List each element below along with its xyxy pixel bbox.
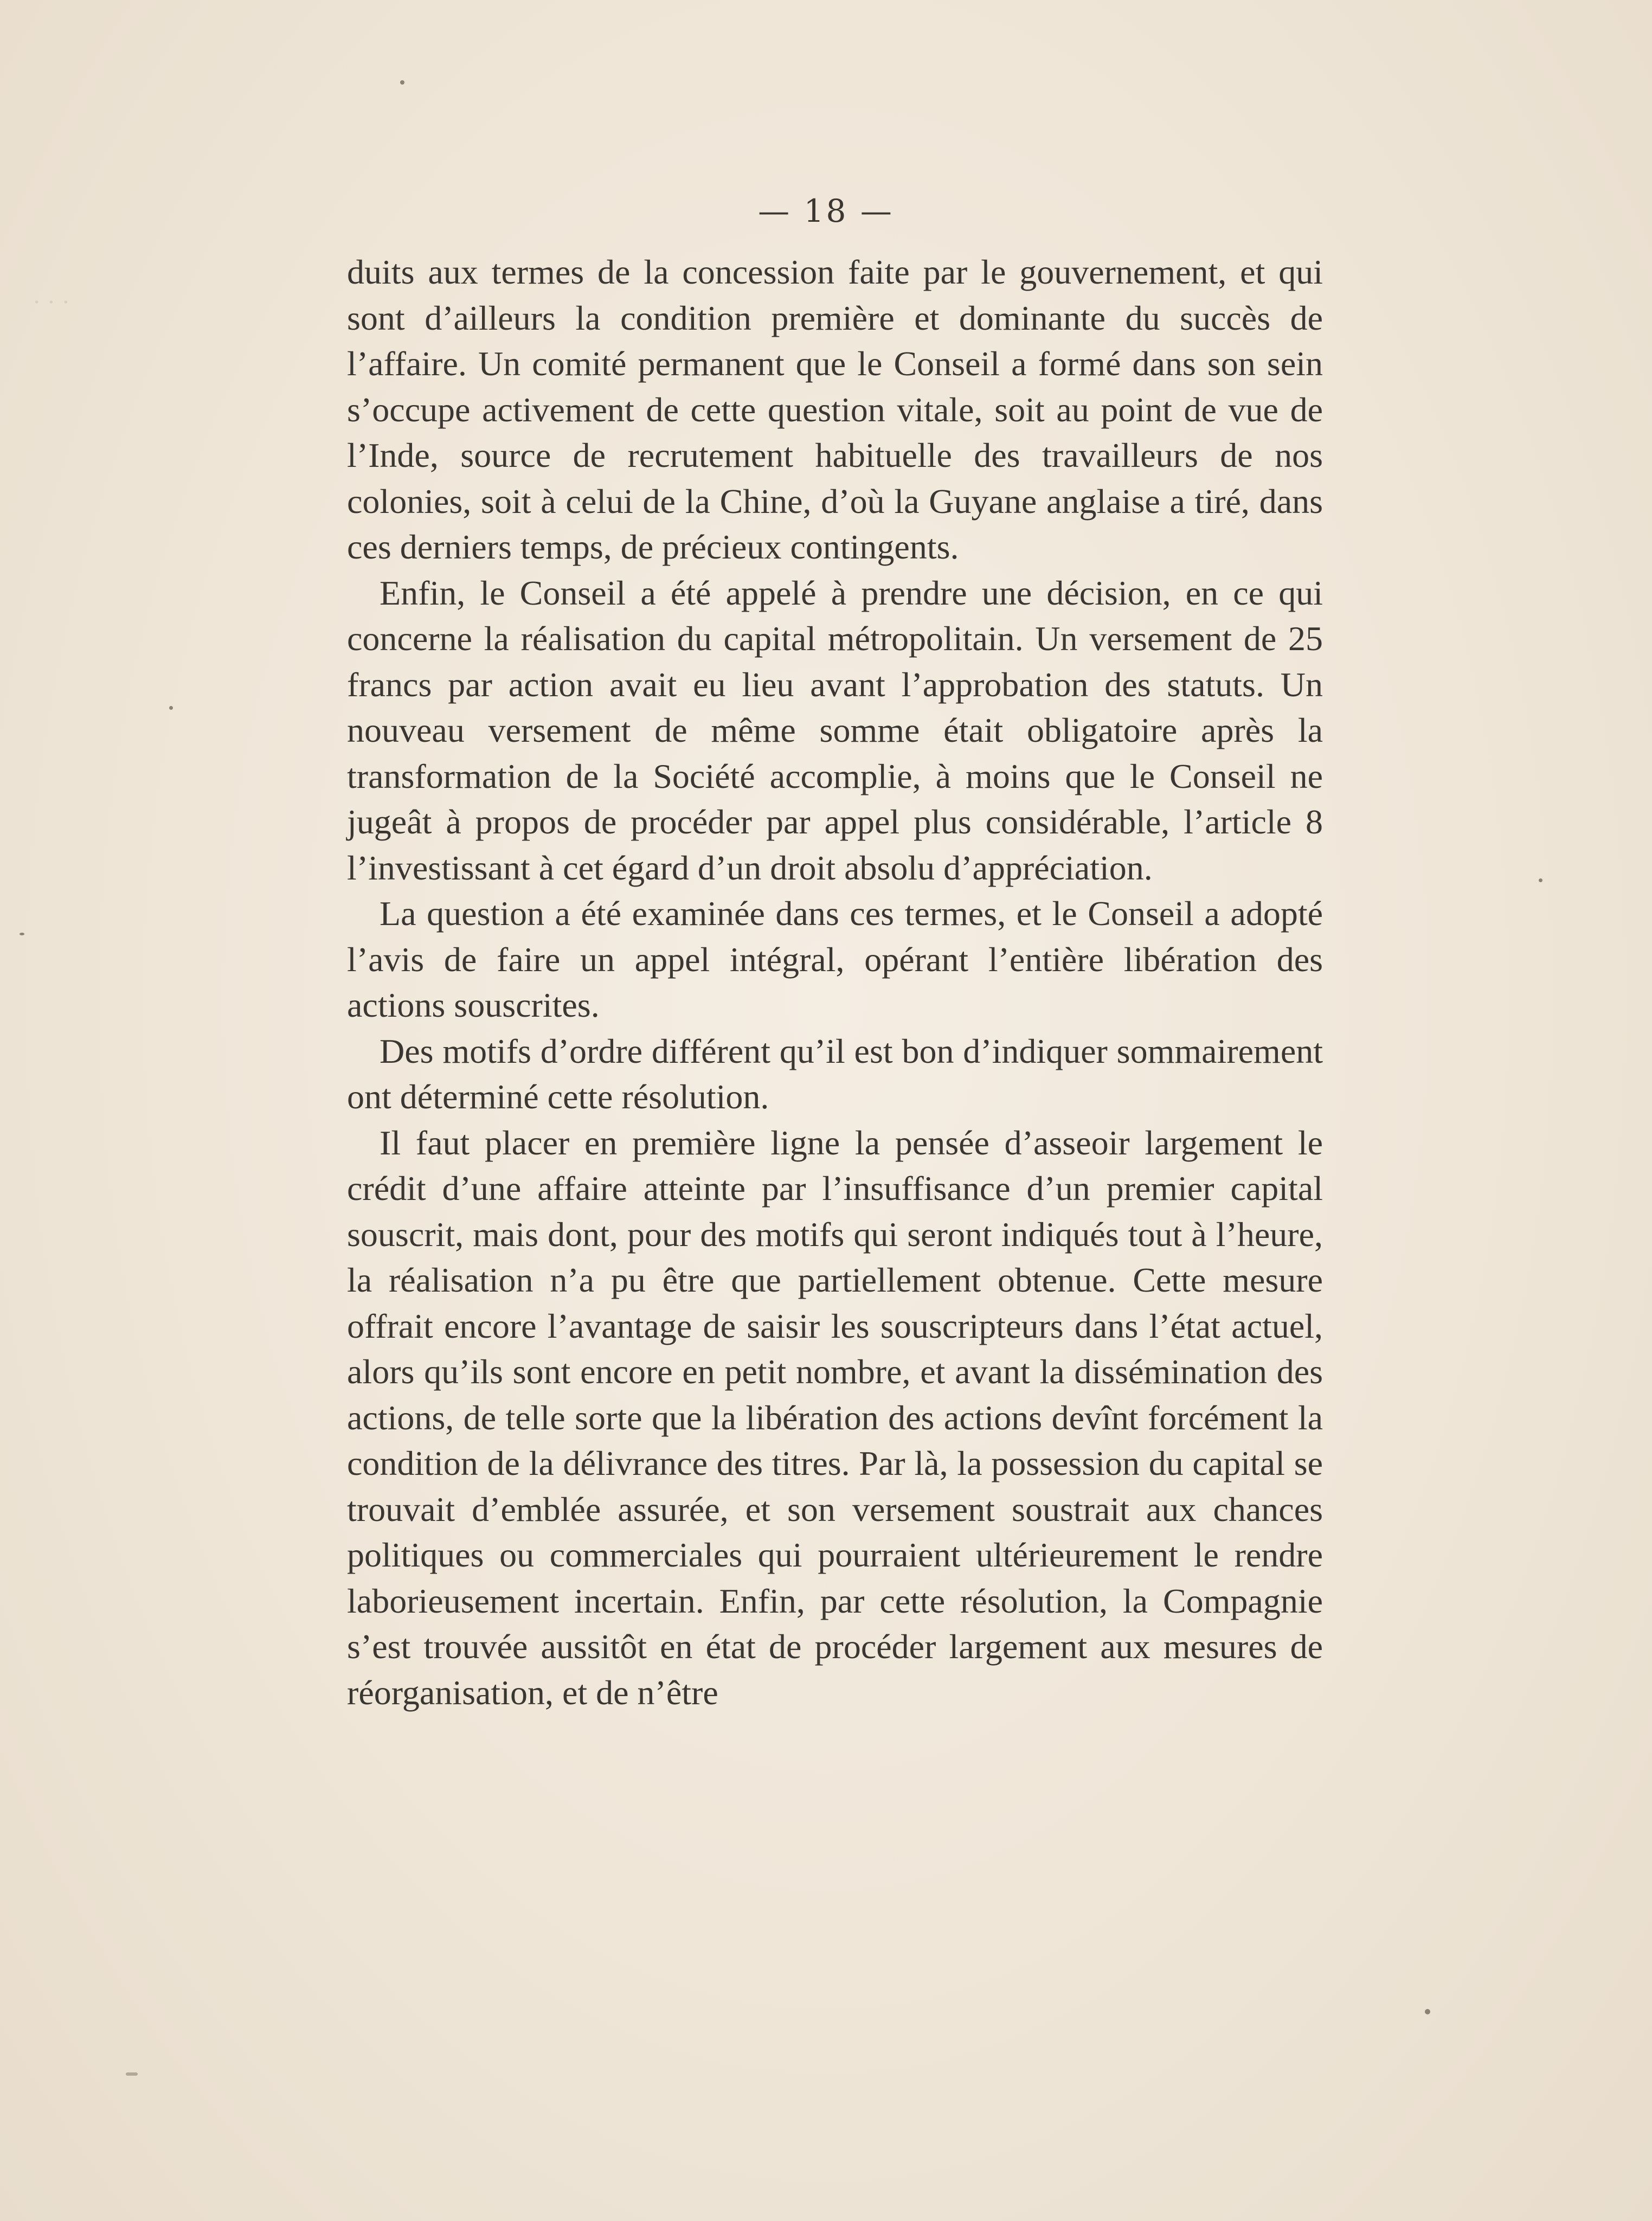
paragraph-5: Il faut placer en première ligne la pensée d’asseoir largement le crédit d’une affaire atteinte par l’insuffisance d’un premier capital souscrit, mais dont, pour des motifs qui seront indiqués tout à l’heure, la réalisation n’a pu être que partiellement obtenue. Cette mesure offrait encore l’avantage de saisir les souscripteurs dans l’état actuel, alors qu’ils sont encore en petit nombre, et avant la dissémination des actions, de telle sorte que la libération des actions devînt forcément la condition de la délivrance des titres. Par là, la possession du capital se trouvait d’emblée assurée, et son versement soustrait aux chances politiques ou commerciales qui pourraient ultérieurement le rendre laborieusement incertain. Enfin, par cette résolution, la Compagnie s’est trouvée aussitôt en état de procéder largement aux mesures de réorganisation, et de n’être <box>347 1123 1323 1712</box>
paper-speck <box>20 933 24 935</box>
paper-speck <box>1425 2009 1430 2014</box>
paragraph-1: duits aux termes de la concession faite par le gouvernement, et qui sont d’ailleurs la condition première et dominante du succès de l’affaire. Un comité permanent que le Conseil a formé dans son sein s’occupe activement de cette question vitale, soit au point de vue de l’Inde, source de recrutement habituelle des travailleurs de nos colonies, soit à celui de la Chine, d’où la Guyane anglaise a tiré, dans ces derniers temps, de précieux contingents. <box>347 253 1323 566</box>
bleed-through-mark: · · · <box>33 288 70 316</box>
paragraph-3: La question a été examinée dans ces termes, et le Conseil a adopté l’avis de faire un appel intégral, opérant l’entière libération des actions souscrites. <box>347 894 1323 1024</box>
paper-speck <box>1539 878 1542 882</box>
paragraph-2: Enfin, le Conseil a été appelé à prendre une décision, en ce qui concerne la réalisation du capital métropolitain. Un versement de 25 francs par action avait eu lieu avant l’approbation des statuts. Un nouveau versement de même somme était obligatoire après la transformation de la Société accomplie, à moins que le Conseil ne jugeât à propos de procéder par appel plus considérable, l’article 8 l’investissant à cet égard d’un droit absolu d’appréciation. <box>347 573 1323 887</box>
paragraph-4: Des motifs d’ordre différent qu’il est bon d’indiquer sommairement ont déterminé cette résolution. <box>347 1031 1323 1116</box>
body-text <box>347 249 1323 1716</box>
paper-speck <box>126 2072 138 2076</box>
paper-speck <box>169 706 173 710</box>
paper-speck <box>400 80 404 85</box>
page-number: — 18 — <box>758 192 894 229</box>
